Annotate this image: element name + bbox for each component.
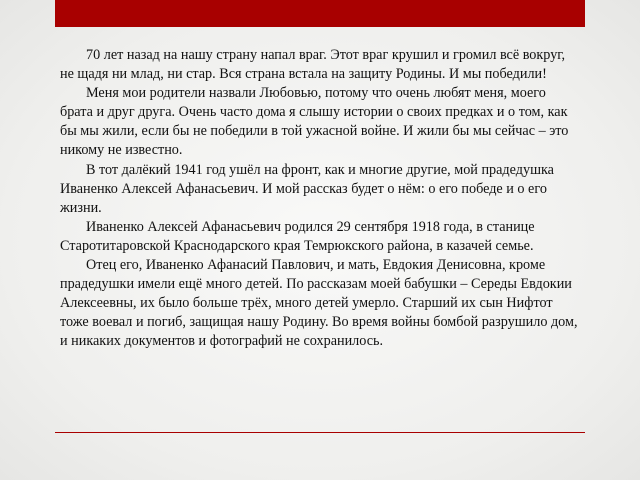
paragraph-family: Отец его, Иваненко Афанасий Павлович, и мать, Евдокия Денисовна, кроме прадедушки имели ещё много детей. По рассказам моей бабушки – Середы Евдокии Алексеевны, их было больше трёх, много детей умерло. Старший их сын Нифтот тоже воевал и погиб, защищая нашу Родину. Во время войны бомбой разрушило дом, и никаких документов и фотографий не сохранилось. xyxy=(60,257,578,350)
paragraph-name: Меня мои родители назвали Любовью, потому что очень любят меня, моего брата и друг друга. Очень часто дома я слышу истории о своих предках и о том, как бы мы жили, если бы не победили в той ужасной войне. И жили бы мы сейчас – это никому не известно. xyxy=(60,85,569,159)
paragraph-intro: 70 лет назад на нашу страну напал враг. Этот враг крушил и громил всё вокруг, не щадя ни млад, ни стар. Вся страна встала на защиту Родины. И мы победили! xyxy=(60,47,566,83)
paragraph-birth: Иваненко Алексей Афанасьевич родился 29 сентября 1918 года, в станице Старотитаровской Краснодарского края Темрюкского района, в казачей семье. xyxy=(60,218,535,254)
paragraph-front: В тот далёкий 1941 год ушёл на фронт, как и многие другие, мой прадедушка Иваненко Алексей Афанасьевич. И мой рассказ будет о нём: о его победе и о его жизни. xyxy=(60,161,554,216)
top-banner xyxy=(55,0,585,27)
story-text xyxy=(60,46,580,352)
bottom-divider xyxy=(55,432,585,433)
